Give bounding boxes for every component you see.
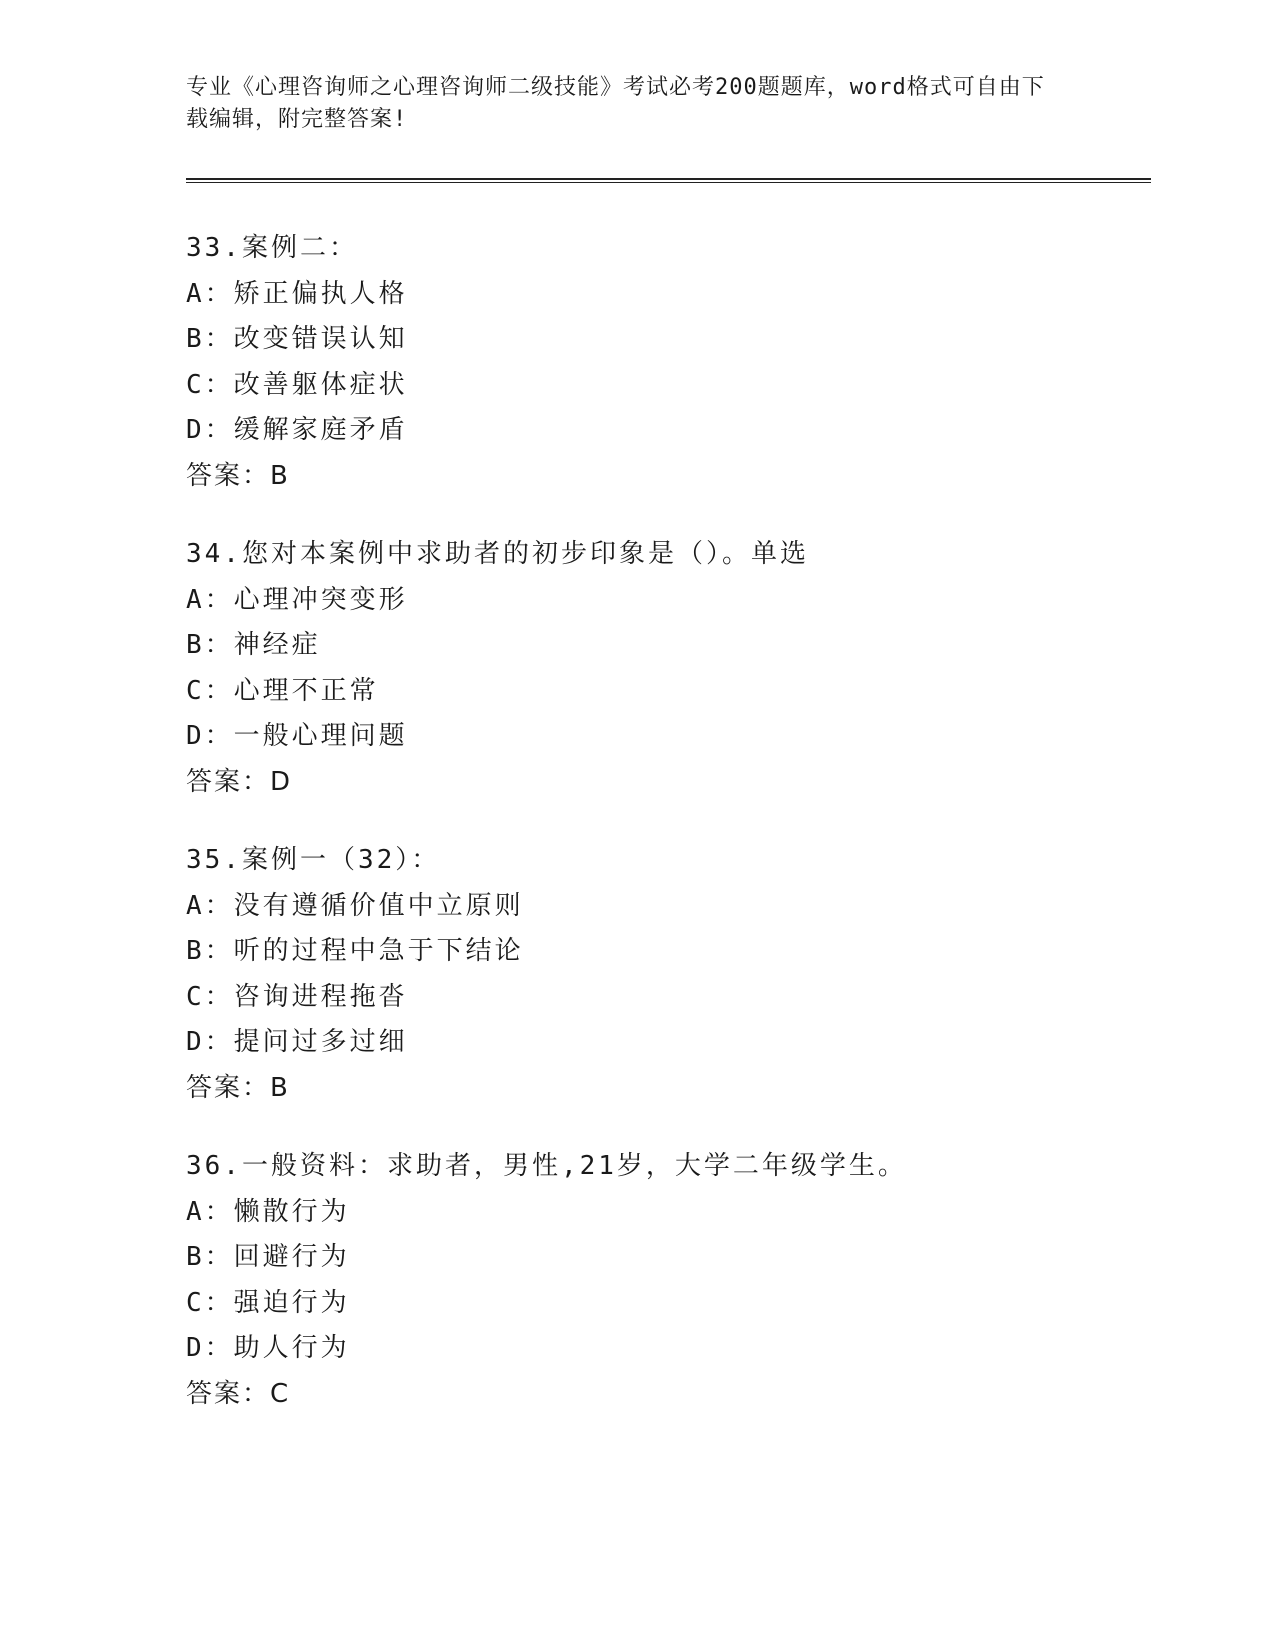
- question-title: 35.案例一（32）：: [186, 845, 441, 875]
- option-b: B：回避行为: [186, 1242, 350, 1272]
- option-a: A：矫正偏执人格: [186, 278, 408, 309]
- answer-line: [186, 1066, 1086, 1112]
- answer-line: [186, 760, 1086, 806]
- answer-label: 答案：: [186, 460, 271, 491]
- answer-line: [186, 1372, 1086, 1418]
- question-block: [186, 226, 1086, 499]
- document-header: 专业《心理咨询师之心理咨询师二级技能》考试必考200题题库，word格式可自由下载编辑，附完整答案!: [186, 75, 1045, 132]
- answer-value: D: [270, 766, 293, 797]
- option-c: C：改善躯体症状: [186, 369, 408, 400]
- answer-label: 答案：: [186, 1378, 271, 1409]
- option-b: B：神经症: [186, 630, 321, 660]
- option-b: B：改变错误认知: [186, 324, 408, 354]
- question-block: [186, 532, 1086, 805]
- option-c: C：心理不正常: [186, 675, 379, 706]
- option-b: B：听的过程中急于下结论: [186, 936, 524, 966]
- answer-value: B: [270, 460, 290, 491]
- question-title: 34.您对本案例中求助者的初步印象是（）。单选: [186, 539, 809, 569]
- option-c: C：强迫行为: [186, 1287, 350, 1318]
- answer-line: [186, 454, 1086, 500]
- answer-value: B: [270, 1072, 290, 1103]
- option-a: A：没有遵循价值中立原则: [186, 890, 524, 921]
- option-a: A：懒散行为: [186, 1196, 350, 1227]
- answer-label: 答案：: [186, 766, 271, 797]
- question-block: [186, 1144, 1086, 1417]
- answer-label: 答案：: [186, 1072, 271, 1103]
- question-title: 36.一般资料：求助者，男性,21岁，大学二年级学生。: [186, 1151, 907, 1181]
- answer-value: C: [270, 1378, 291, 1409]
- option-d: D：提问过多过细: [186, 1027, 408, 1057]
- option-d: D：助人行为: [186, 1333, 350, 1363]
- option-d: D：缓解家庭矛盾: [186, 415, 408, 445]
- question-block: [186, 838, 1086, 1111]
- option-c: C：咨询进程拖沓: [186, 981, 408, 1012]
- option-a: A：心理冲突变形: [186, 584, 408, 615]
- header-divider: [186, 178, 1151, 183]
- option-d: D：一般心理问题: [186, 721, 408, 751]
- question-title: 33.案例二：: [186, 233, 358, 263]
